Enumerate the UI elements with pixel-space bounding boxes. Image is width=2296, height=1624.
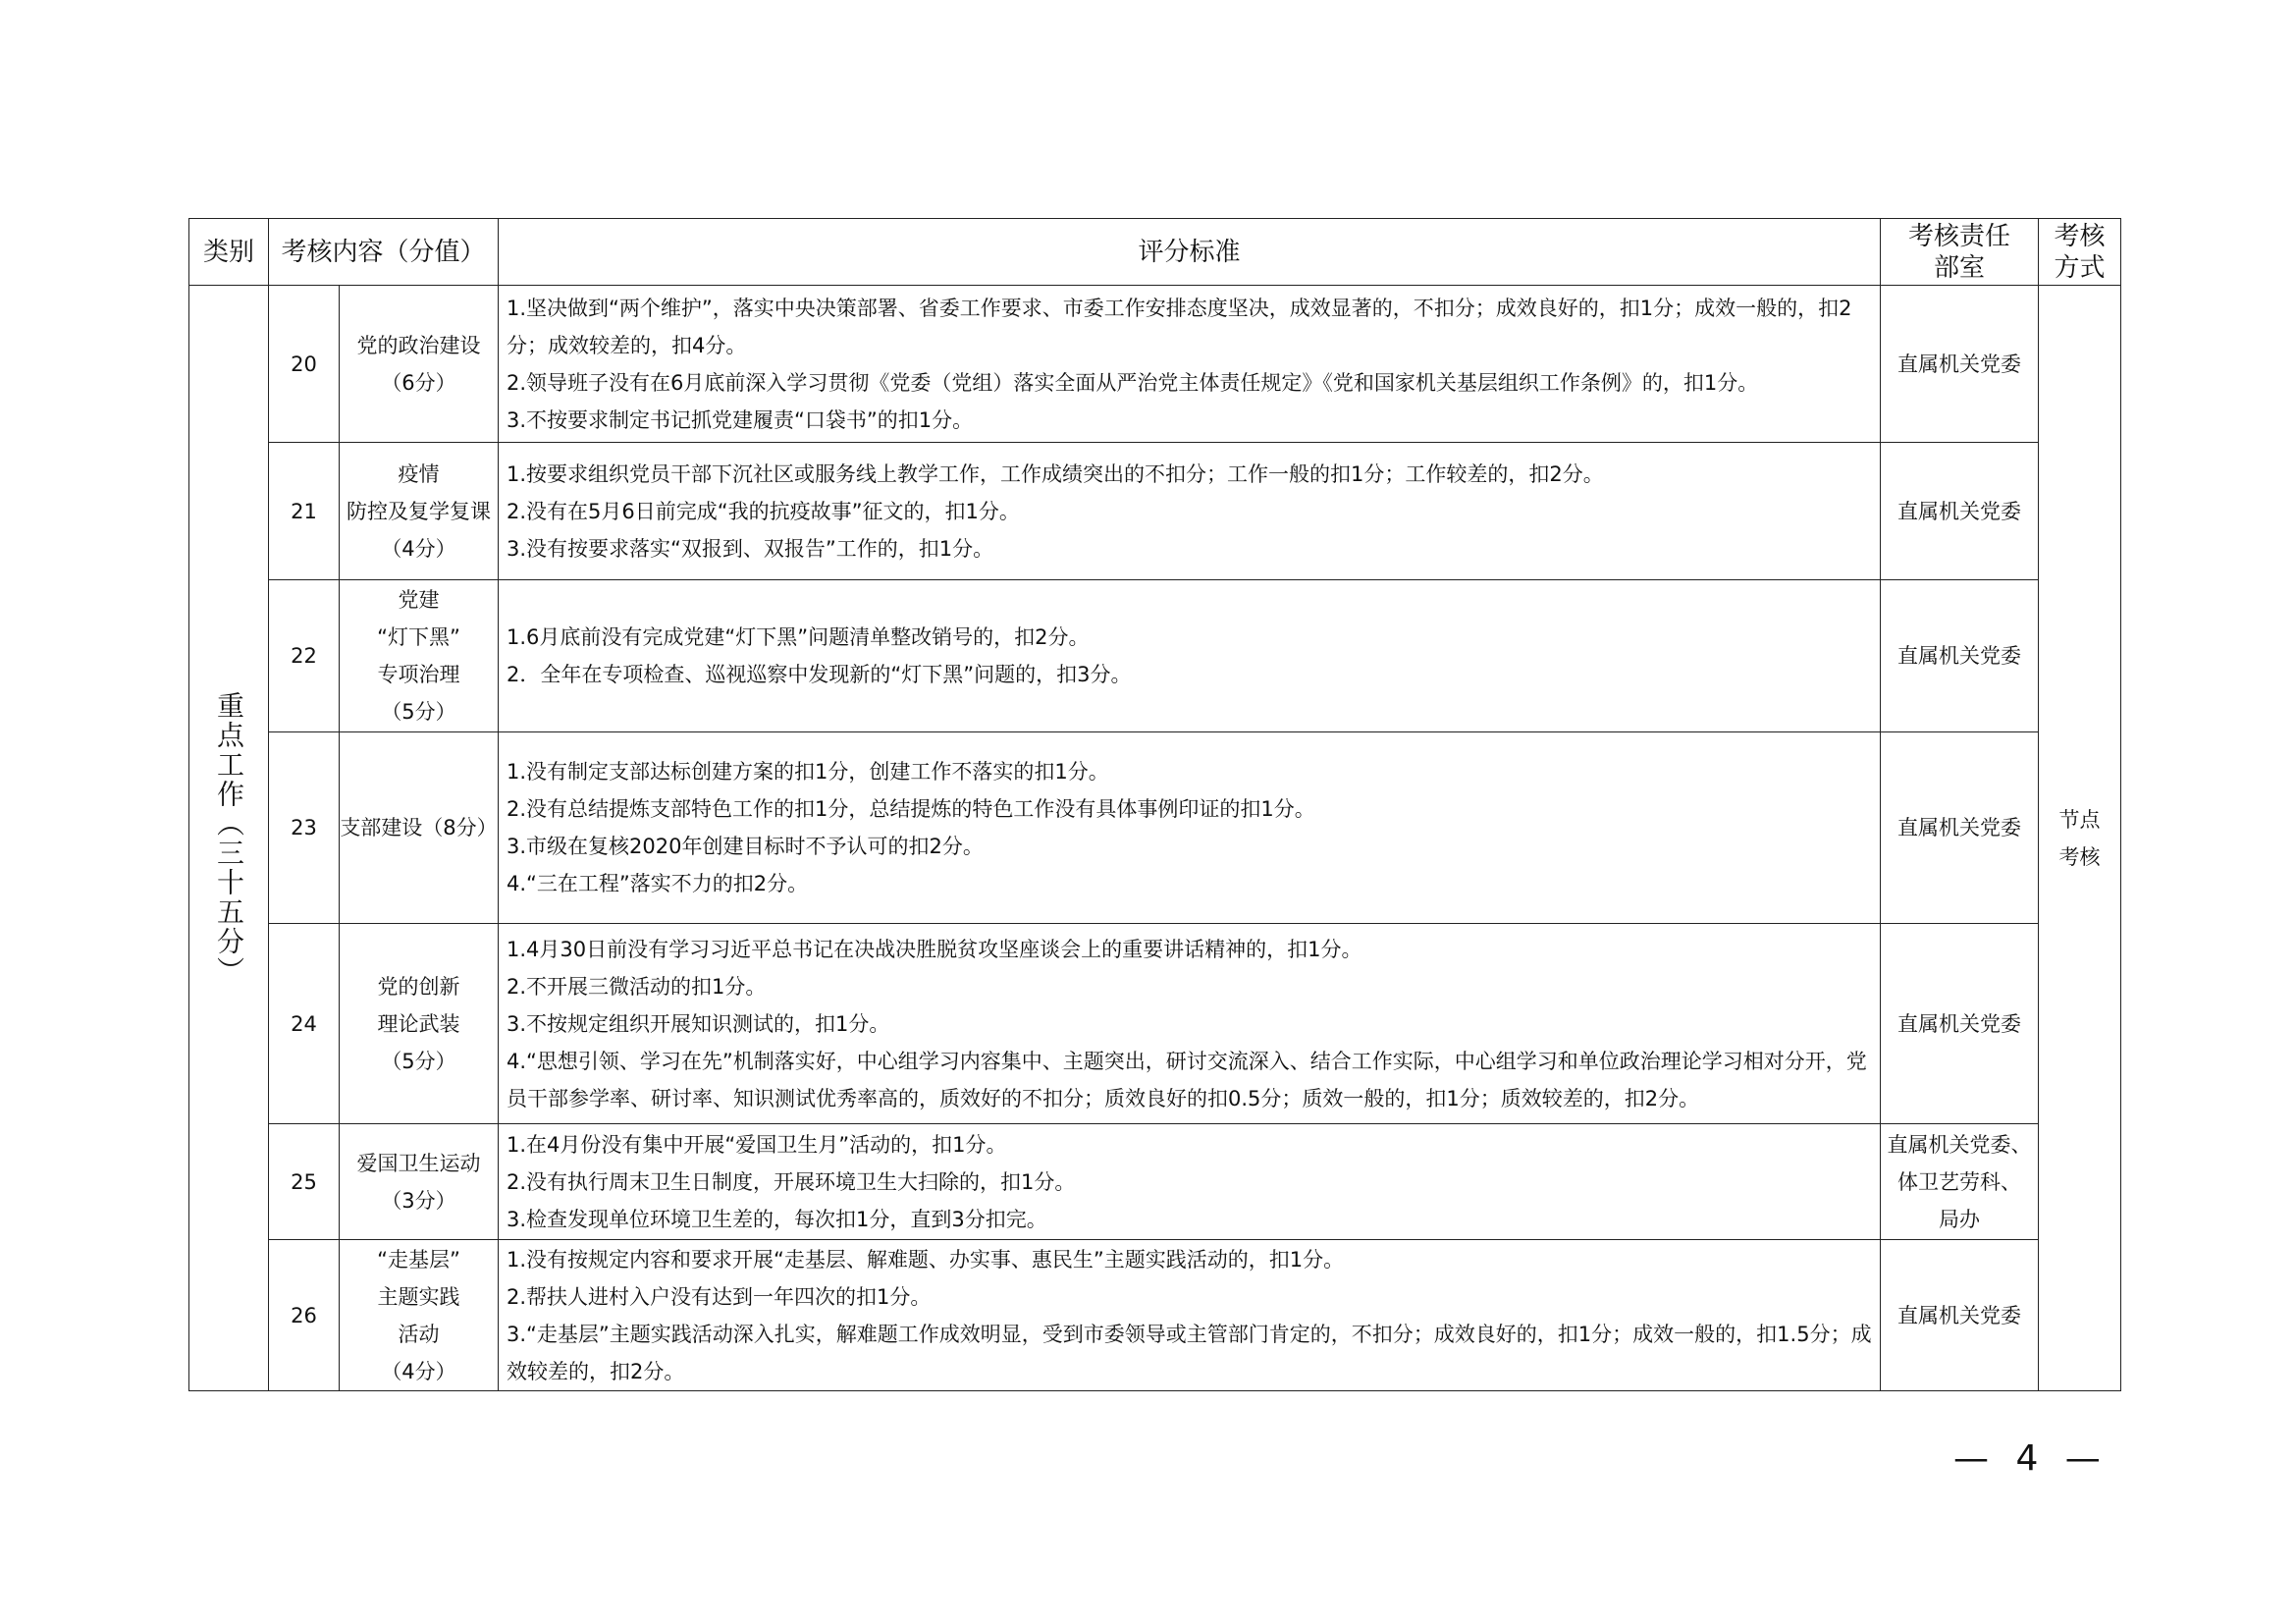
criteria-line: 3.不按要求制定书记抓党建履责“口袋书”的扣1分。 <box>507 407 974 432</box>
header-category: 类别 <box>189 219 269 286</box>
dept-cell <box>1881 286 2039 443</box>
criteria-line: 3.检查发现单位环境卫生差的，每次扣1分，直到3分扣完。 <box>507 1207 1047 1231</box>
item-name-line: （6分） <box>381 370 456 395</box>
item-number: 22 <box>269 580 340 732</box>
dept-line: 局办 <box>1939 1207 1981 1231</box>
criteria-line: 3.没有按要求落实“双报到、双报告”工作的，扣1分。 <box>507 536 994 561</box>
criteria-line: 2.领导班子没有在6月底前深入学习贯彻《党委（党组）落实全面从严治党主体责任规定》《党和国家机关基层组织工作条例》的，扣1分。 <box>507 370 1759 395</box>
criteria-line: 1.没有按规定内容和要求开展“走基层、解难题、办实事、惠民生”主题实践活动的，扣1分。 <box>507 1247 1345 1272</box>
item-name-cell <box>340 924 499 1124</box>
item-name-line: 爱国卫生运动 <box>356 1151 481 1175</box>
item-number: 21 <box>269 443 340 580</box>
dept-line: 直属机关党委 <box>1897 816 2022 839</box>
item-name-cell <box>340 732 499 924</box>
item-name-line: （3分） <box>381 1188 456 1213</box>
item-number: 24 <box>269 924 340 1124</box>
page-number: — 4 — <box>1953 1438 2109 1479</box>
item-name-line: 疫情 <box>398 461 440 486</box>
dept-cell <box>1881 443 2039 580</box>
item-name-line: （5分） <box>381 700 456 724</box>
header-method <box>2039 219 2121 286</box>
table-row <box>189 443 2121 580</box>
header-criteria: 评分标准 <box>499 219 1881 286</box>
table-row <box>189 580 2121 732</box>
dept-line: 直属机关党委 <box>1897 1011 2022 1036</box>
dept-line: 体卫艺劳科、 <box>1897 1169 2022 1194</box>
criteria-line: 2.不开展三微活动的扣1分。 <box>507 974 767 999</box>
item-name-line: “灯下黑” <box>377 625 460 649</box>
header-content: 考核内容（分值） <box>269 219 499 286</box>
item-name-line: 专项治理 <box>377 663 460 686</box>
item-name-line: 活动 <box>398 1322 440 1346</box>
criteria-line: 2．全年在专项检查、巡视巡察中发现新的“灯下黑”问题的，扣3分。 <box>507 663 1132 686</box>
item-name-line: （5分） <box>381 1049 456 1073</box>
method-label: 节点考核 <box>2058 807 2101 869</box>
table-row <box>189 1124 2121 1240</box>
item-number: 26 <box>269 1240 340 1391</box>
criteria-cell <box>499 1124 1881 1240</box>
dept-cell <box>1881 580 2039 732</box>
dept-cell <box>1881 1124 2039 1240</box>
item-name-line: 党建 <box>398 588 440 612</box>
criteria-line: 1.在4月份没有集中开展“爱国卫生月”活动的，扣1分。 <box>507 1132 1007 1157</box>
dept-line: 直属机关党委 <box>1897 352 2022 376</box>
header-method-text: 考核方式 <box>2054 221 2106 283</box>
criteria-line: 3.“走基层”主题实践活动深入扎实，解难题工作成效明显，受到市委领导或主管部门肯定的，不扣分；成效良好的，扣1分；成效一般的，扣1.5分；成效较差的，扣2分。 <box>507 1322 1872 1383</box>
item-name-line: （4分） <box>381 536 456 561</box>
header-dept <box>1881 219 2039 286</box>
criteria-line: 1.坚决做到“两个维护”，落实中央决策部署、省委工作要求、市委工作安排态度坚决，成效显著的，不扣分；成效良好的，扣1分；成效一般的，扣2分；成效较差的，扣4分。 <box>507 296 1852 357</box>
item-number: 23 <box>269 732 340 924</box>
item-name-line: 党的创新 <box>377 974 460 999</box>
item-name-line: （4分） <box>381 1359 456 1383</box>
criteria-line: 4.“思想引领、学习在先”机制落实好，中心组学习内容集中、主题突出，研讨交流深入、结合工作实际，中心组学习和单位政治理论学习相对分开，党员干部参学率、研讨率、知识测试优秀率高的，质效好的不扣分；质效良好的扣0.5分；质效一般的，扣1分；质效较差的，扣2分。 <box>507 1049 1867 1110</box>
item-name-cell <box>340 443 499 580</box>
criteria-line: 1.没有制定支部达标创建方案的扣1分，创建工作不落实的扣1分。 <box>507 760 1109 784</box>
dept-line: 直属机关党委 <box>1897 644 2022 668</box>
criteria-line: 2.没有总结提炼支部特色工作的扣1分，总结提炼的特色工作没有具体事例印证的扣1分。 <box>507 797 1315 821</box>
criteria-cell <box>499 580 1881 732</box>
item-name-line: 防控及复学复课 <box>347 499 491 523</box>
criteria-cell <box>499 732 1881 924</box>
item-name-line: 主题实践 <box>377 1284 460 1309</box>
criteria-line: 2.没有执行周末卫生日制度，开展环境卫生大扫除的，扣1分。 <box>507 1169 1076 1194</box>
criteria-cell <box>499 924 1881 1124</box>
criteria-line: 4.“三在工程”落实不力的扣2分。 <box>507 872 809 895</box>
item-name-cell <box>340 1240 499 1391</box>
header-dept-text: 考核责任部室 <box>1908 221 2011 283</box>
table-row <box>189 286 2121 443</box>
criteria-cell <box>499 1240 1881 1391</box>
criteria-line: 2.没有在5月6日前完成“我的抗疫故事”征文的，扣1分。 <box>507 499 1020 523</box>
criteria-line: 1.4月30日前没有学习习近平总书记在决战决胜脱贫攻坚座谈会上的重要讲话精神的，扣1分。 <box>507 937 1362 961</box>
criteria-line: 1.6月底前没有完成党建“灯下黑”问题清单整改销号的，扣2分。 <box>507 625 1090 649</box>
item-name-cell <box>340 580 499 732</box>
table-header-row <box>189 219 2121 286</box>
item-name-cell <box>340 1124 499 1240</box>
category-label: 重点工作（三十五分） <box>213 690 245 986</box>
criteria-line: 1.按要求组织党员干部下沉社区或服务线上教学工作，工作成绩突出的不扣分；工作一般的扣1分；工作较差的，扣2分。 <box>507 461 1604 486</box>
category-cell <box>189 286 269 1391</box>
criteria-cell <box>499 286 1881 443</box>
criteria-cell <box>499 443 1881 580</box>
dept-cell <box>1881 1240 2039 1391</box>
table-row <box>189 1240 2121 1391</box>
criteria-line: 2.帮扶人进村入户没有达到一年四次的扣1分。 <box>507 1284 932 1309</box>
item-number: 25 <box>269 1124 340 1240</box>
dept-line: 直属机关党委、 <box>1887 1132 2032 1157</box>
dept-line: 直属机关党委 <box>1897 499 2022 523</box>
table-row <box>189 924 2121 1124</box>
item-name-line: 支部建设（8分） <box>340 816 498 839</box>
item-name-line: 党的政治建设 <box>356 333 481 357</box>
dept-line: 直属机关党委 <box>1897 1303 2022 1327</box>
table-row <box>189 732 2121 924</box>
dept-cell <box>1881 732 2039 924</box>
method-cell <box>2039 286 2121 1391</box>
criteria-line: 3.不按规定组织开展知识测试的，扣1分。 <box>507 1011 890 1036</box>
assessment-table <box>188 218 2121 1391</box>
dept-cell <box>1881 924 2039 1124</box>
item-name-cell <box>340 286 499 443</box>
item-number: 20 <box>269 286 340 443</box>
criteria-line: 3.市级在复核2020年创建目标时不予认可的扣2分。 <box>507 835 984 858</box>
item-name-line: 理论武装 <box>377 1011 460 1036</box>
item-name-line: “走基层” <box>377 1247 460 1272</box>
